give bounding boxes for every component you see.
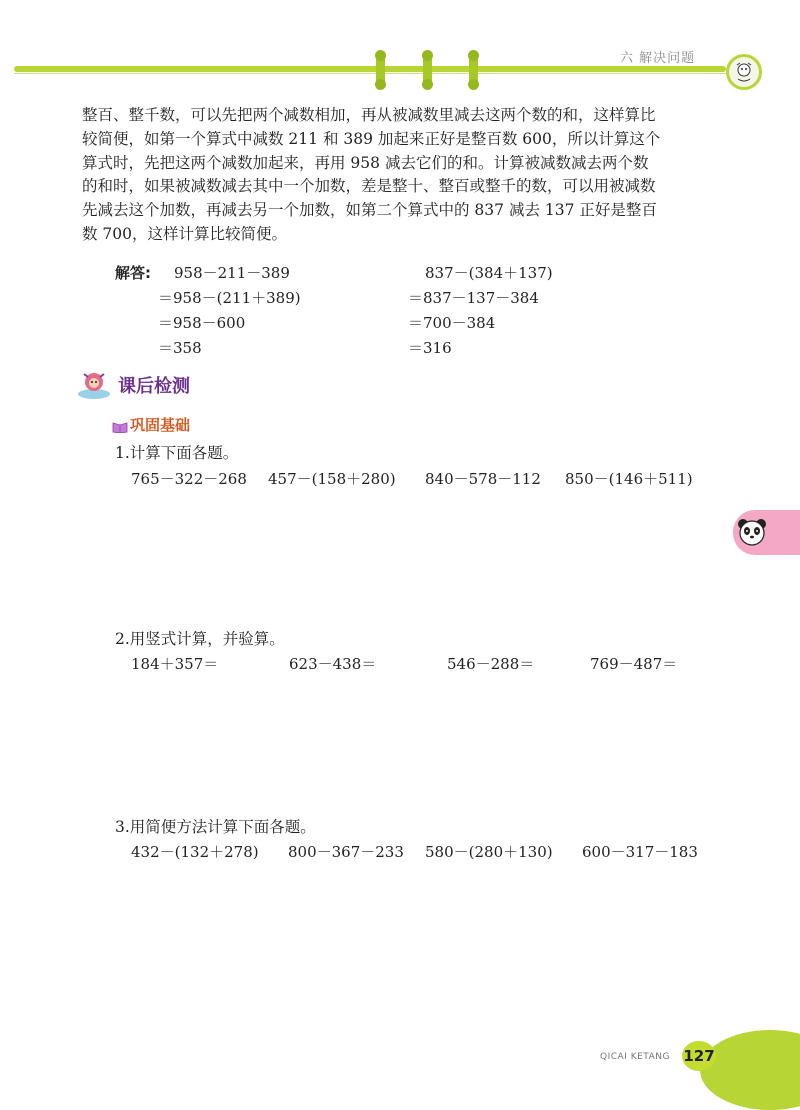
question-item: 580－(280＋130) — [425, 843, 553, 861]
subsection-title: 巩固基础 — [130, 416, 191, 434]
question-item: 850－(146＋511) — [565, 470, 693, 488]
mascot-icon — [726, 54, 762, 90]
footer-brand: QICAI KETANG — [600, 1052, 670, 1062]
answer-left-line: ＝958－600 — [158, 314, 246, 332]
question-item: 457－(158＋280) — [268, 470, 396, 488]
question-title: 2.用竖式计算，并验算。 — [115, 630, 285, 648]
question-item: 432－(132＋278) — [131, 843, 259, 861]
answer-left-line: ＝958－(211＋389) — [158, 289, 301, 307]
question-title: 3.用简便方法计算下面各题。 — [115, 818, 316, 836]
section-title: 课后检测 — [118, 376, 190, 397]
page-number: 127 — [682, 1041, 716, 1071]
intro-line: 先减去这个加数，再减去另一个加数，如第二个算式中的 837 减去 137 正好是整百 — [82, 201, 657, 220]
intro-line: 的和时，如果被减数减去其中一个加数，差是整十、整百或整千的数，可以用被减数 — [82, 177, 656, 196]
answer-right-line: ＝700－384 — [408, 314, 496, 332]
question-item: 840－578－112 — [425, 470, 541, 488]
answer-label: 解答: — [115, 264, 151, 282]
panda-icon — [736, 516, 768, 548]
answer-left-line: 958－211－389 — [174, 264, 290, 282]
answer-right-line: ＝837－137－384 — [408, 289, 539, 307]
answer-right-line: ＝316 — [408, 339, 452, 357]
question-item: 184＋357＝ — [131, 655, 219, 673]
peg-icon — [469, 52, 478, 88]
intro-paragraph — [82, 104, 722, 247]
answer-right-line: 837－(384＋137) — [425, 264, 553, 282]
header-rule — [14, 66, 726, 72]
question-item: 546－288＝ — [447, 655, 535, 673]
peg-icon — [376, 52, 385, 88]
peg-icon — [423, 52, 432, 88]
book-icon — [112, 418, 128, 430]
intro-line: 数 700，这样计算比较简便。 — [82, 224, 288, 243]
intro-line: 较简便，如第一个算式中减数 211 和 389 加起来正好是整百数 600，所以计算这个 — [82, 129, 661, 148]
question-item: 765－322－268 — [131, 470, 247, 488]
answer-left-line: ＝358 — [158, 339, 202, 357]
chapter-title: 六 解决问题 — [620, 51, 696, 66]
footer-decoration — [700, 1030, 800, 1110]
intro-line: 整百、整千数，可以先把两个减数相加，再从被减数里减去这两个数的和，这样算比 — [82, 106, 656, 124]
question-item: 769－487＝ — [590, 655, 678, 673]
question-item: 600－317－183 — [582, 843, 698, 861]
monkey-mascot-icon — [76, 368, 112, 400]
header-rule-thin — [14, 73, 726, 74]
question-title: 1.计算下面各题。 — [115, 444, 239, 462]
question-item: 800－367－233 — [288, 843, 404, 861]
question-item: 623－438＝ — [289, 655, 377, 673]
intro-line: 算式时，先把这两个减数加起来，再用 958 减去它们的和。计算被减数减去两个数 — [82, 153, 649, 172]
